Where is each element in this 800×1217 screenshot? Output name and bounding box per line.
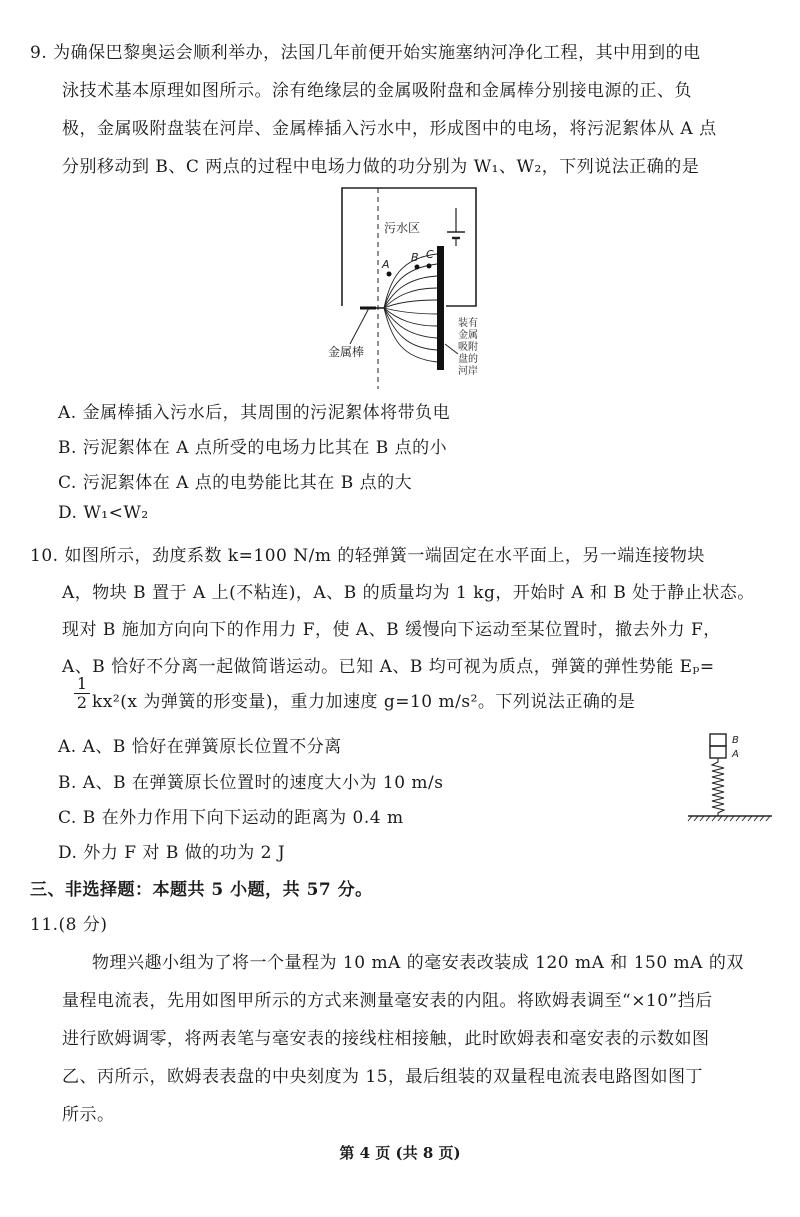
block-a-label: A <box>732 749 739 760</box>
point-c-dot <box>427 264 432 269</box>
point-b-dot <box>415 265 420 270</box>
q10-option-d: D. 外力 F 对 B 做的功为 2 J <box>58 843 286 863</box>
half-fraction <box>74 675 90 712</box>
svg-text:盘的: 盘的 <box>458 354 478 365</box>
point-a-dot <box>387 272 392 277</box>
q9-option-a: A. 金属棒插入污水后，其周围的污泥絮体将带负电 <box>58 403 451 423</box>
block-a <box>710 746 726 758</box>
metal-rod-label: 金属棒 <box>328 345 365 359</box>
q9-option-c: C. 污泥絮体在 A 点的电势能比其在 B 点的大 <box>58 473 413 493</box>
sewage-region-label: 污水区 <box>384 221 421 235</box>
svg-text:金属: 金属 <box>458 330 478 341</box>
q10-stem-line-5: kx²(x 为弹簧的形变量)，重力加速度 g=10 m/s²。下列说法正确的是 <box>92 692 636 712</box>
fraction-denominator: 2 <box>76 693 88 712</box>
q10-stem-line-4: A、B 恰好不分离一起做简谐运动。已知 A、B 均可视为质点，弹簧的弹性势能 Eₚ= <box>62 657 715 677</box>
block-b-label: B <box>732 735 739 746</box>
q11-stem-line-2: 量程电流表，先用如图甲所示的方式来测量毫安表的内阻。将欧姆表调至“×10”挡后 <box>62 991 713 1011</box>
q10-stem-line-2: A，物块 B 置于 A 上(不粘连)，A、B 的质量均为 1 kg，开始时 A 和 B 处于静止状态。 <box>62 583 755 603</box>
q9-stem-line-1: 9. 为确保巴黎奥运会顺利举办，法国几年前便开始实施塞纳河净化工程，其中用到的电 <box>30 43 701 63</box>
q11-stem-line-4: 乙、丙所示，欧姆表表盘的中央刻度为 15，最后组装的双量程电流表电路图如图丁 <box>62 1067 704 1087</box>
q10-stem-line-1: 10. 如图所示，劲度系数 k=100 N/m 的轻弹簧一端固定在水平面上，另一端连接物块 <box>30 546 705 566</box>
q9-electrophoresis-figure <box>300 184 520 394</box>
spring <box>712 758 724 816</box>
q11-stem-line-1: 物理兴趣小组为了将一个量程为 10 mA 的毫安表改装成 120 mA 和 150 mA 的双 <box>92 953 744 973</box>
q11-header: 11.(8 分) <box>30 915 108 935</box>
point-c-label: C <box>426 248 434 261</box>
q9-stem-line-2: 泳技术基本原理如图所示。涂有绝缘层的金属吸附盘和金属棒分别接电源的正、负 <box>62 81 692 101</box>
q9-option-d: D. W₁<W₂ <box>58 503 149 523</box>
q9-stem-line-4: 分别移动到 B、C 两点的过程中电场力做的功分别为 W₁、W₂，下列说法正确的是 <box>62 157 700 177</box>
q10-option-a: A. A、B 恰好在弹簧原长位置不分离 <box>58 737 342 757</box>
metal-adsorption-plate <box>437 246 444 370</box>
svg-text:吸附: 吸附 <box>458 342 478 353</box>
q11-stem-line-3: 进行欧姆调零，将两表笔与毫安表的接线柱相接触，此时欧姆表和毫安表的示数如图 <box>62 1029 710 1049</box>
plate-label <box>458 316 478 377</box>
electric-field-lines <box>384 254 437 362</box>
svg-text:装有: 装有 <box>458 318 478 329</box>
q10-spring-figure <box>684 730 780 826</box>
svg-text:河岸: 河岸 <box>458 366 478 377</box>
block-b <box>710 734 726 746</box>
q9-stem-line-3: 极，金属吸附盘装在河岸、金属棒插入污水中，形成图中的电场，将污泥絮体从 A 点 <box>62 119 717 139</box>
page-footer: 第 4 页 (共 8 页) <box>339 1144 461 1162</box>
ground-hatching <box>688 816 770 821</box>
point-a-label: A <box>382 258 390 271</box>
q11-stem-line-5: 所示。 <box>62 1105 115 1125</box>
rod-leader-line <box>350 308 369 344</box>
q10-stem-line-3: 现对 B 施加方向向下的作用力 F，使 A、B 缓慢向下运动至某位置时，撤去外力 F， <box>62 620 721 640</box>
plate-leader-line <box>445 344 458 354</box>
fraction-numerator: 1 <box>74 675 90 694</box>
section-3-heading: 三、非选择题：本题共 5 小题，共 57 分。 <box>30 880 373 900</box>
q10-option-b: B. A、B 在弹簧原长位置时的速度大小为 10 m/s <box>58 773 444 793</box>
q9-option-b: B. 污泥絮体在 A 点所受的电场力比其在 B 点的小 <box>58 438 448 458</box>
q10-option-c: C. B 在外力作用下向下运动的距离为 0.4 m <box>58 808 404 828</box>
point-b-label: B <box>411 251 419 264</box>
